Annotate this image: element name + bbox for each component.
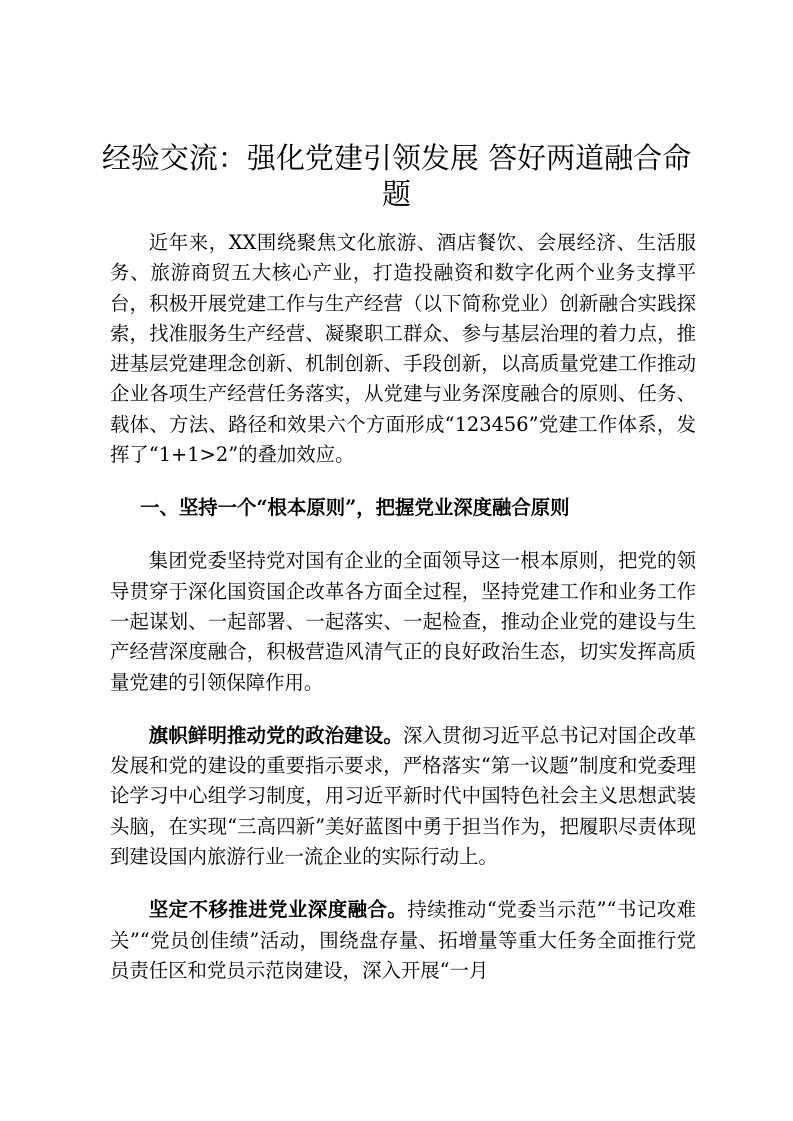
section-paragraph: 集团党委坚持党对国有企业的全面领导这一根本原则，把党的领导贯穿于深化国资国企改革各方面全过程，坚持党建工作和业务工作一起谋划、一起部署、一起落实、一起检查，推动企业党的建设与生产经营深度融合，积极营造风清气正的良好政治生态，切实发挥高质量党建的引领保障作用。 (110, 549, 696, 694)
paragraph-body: 持续推动“党委当示范”“书记攻难关”“党员创佳绩”活动，围绕盘存量、拓增量等重大任务全面推行党员责任区和党员示范岗建设，深入开展“一月 (110, 898, 696, 982)
paragraph-lead: 旗帜鲜明推动党的政治建设。 (148, 723, 403, 747)
paragraph-body: 深入贯彻习近平总书记对国企改革发展和党的建设的重要指示要求，严格落实“第一议题”制度和党委理论学习中心组学习制度，用习近平新时代中国特色社会主义思想武装头脑，在实现“三高四新”美好蓝图中勇于担当作为，把履职尽责体现到建设国内旅游行业一流企业的实际行动上。 (110, 723, 697, 869)
paragraph-lead: 坚定不移推进党业深度融合。 (148, 898, 408, 922)
intro-paragraph: 近年来，XX围绕聚焦文化旅游、酒店餐饮、会展经济、生活服务、旅游商贸五大核心产业，打造投融资和数字化两个业务支撑平台，积极开展党建工作与生产经营（以下简称党业）创新融合实践探索，找准服务生产经营、凝聚职工群众、参与基层治理的着力点，推进基层党建理念创新、机制创新、手段创新，以高质量党建工作推动企业各项生产经营任务落实，从党建与业务深度融合的原则、任务、载体、方法、路径和效果六个方面形成“123456”党建工作体系，发挥了“1+1>2”的叠加效应。 (110, 231, 696, 467)
document-body (110, 228, 696, 986)
section-paragraph-integration (110, 895, 696, 986)
document-title: 经验交流：强化党建引领发展 答好两道融合命题 (101, 141, 692, 211)
section-heading: 一、坚持一个“根本原则”，把握党业深度融合原则 (140, 496, 570, 520)
section-paragraph-political (110, 721, 696, 872)
